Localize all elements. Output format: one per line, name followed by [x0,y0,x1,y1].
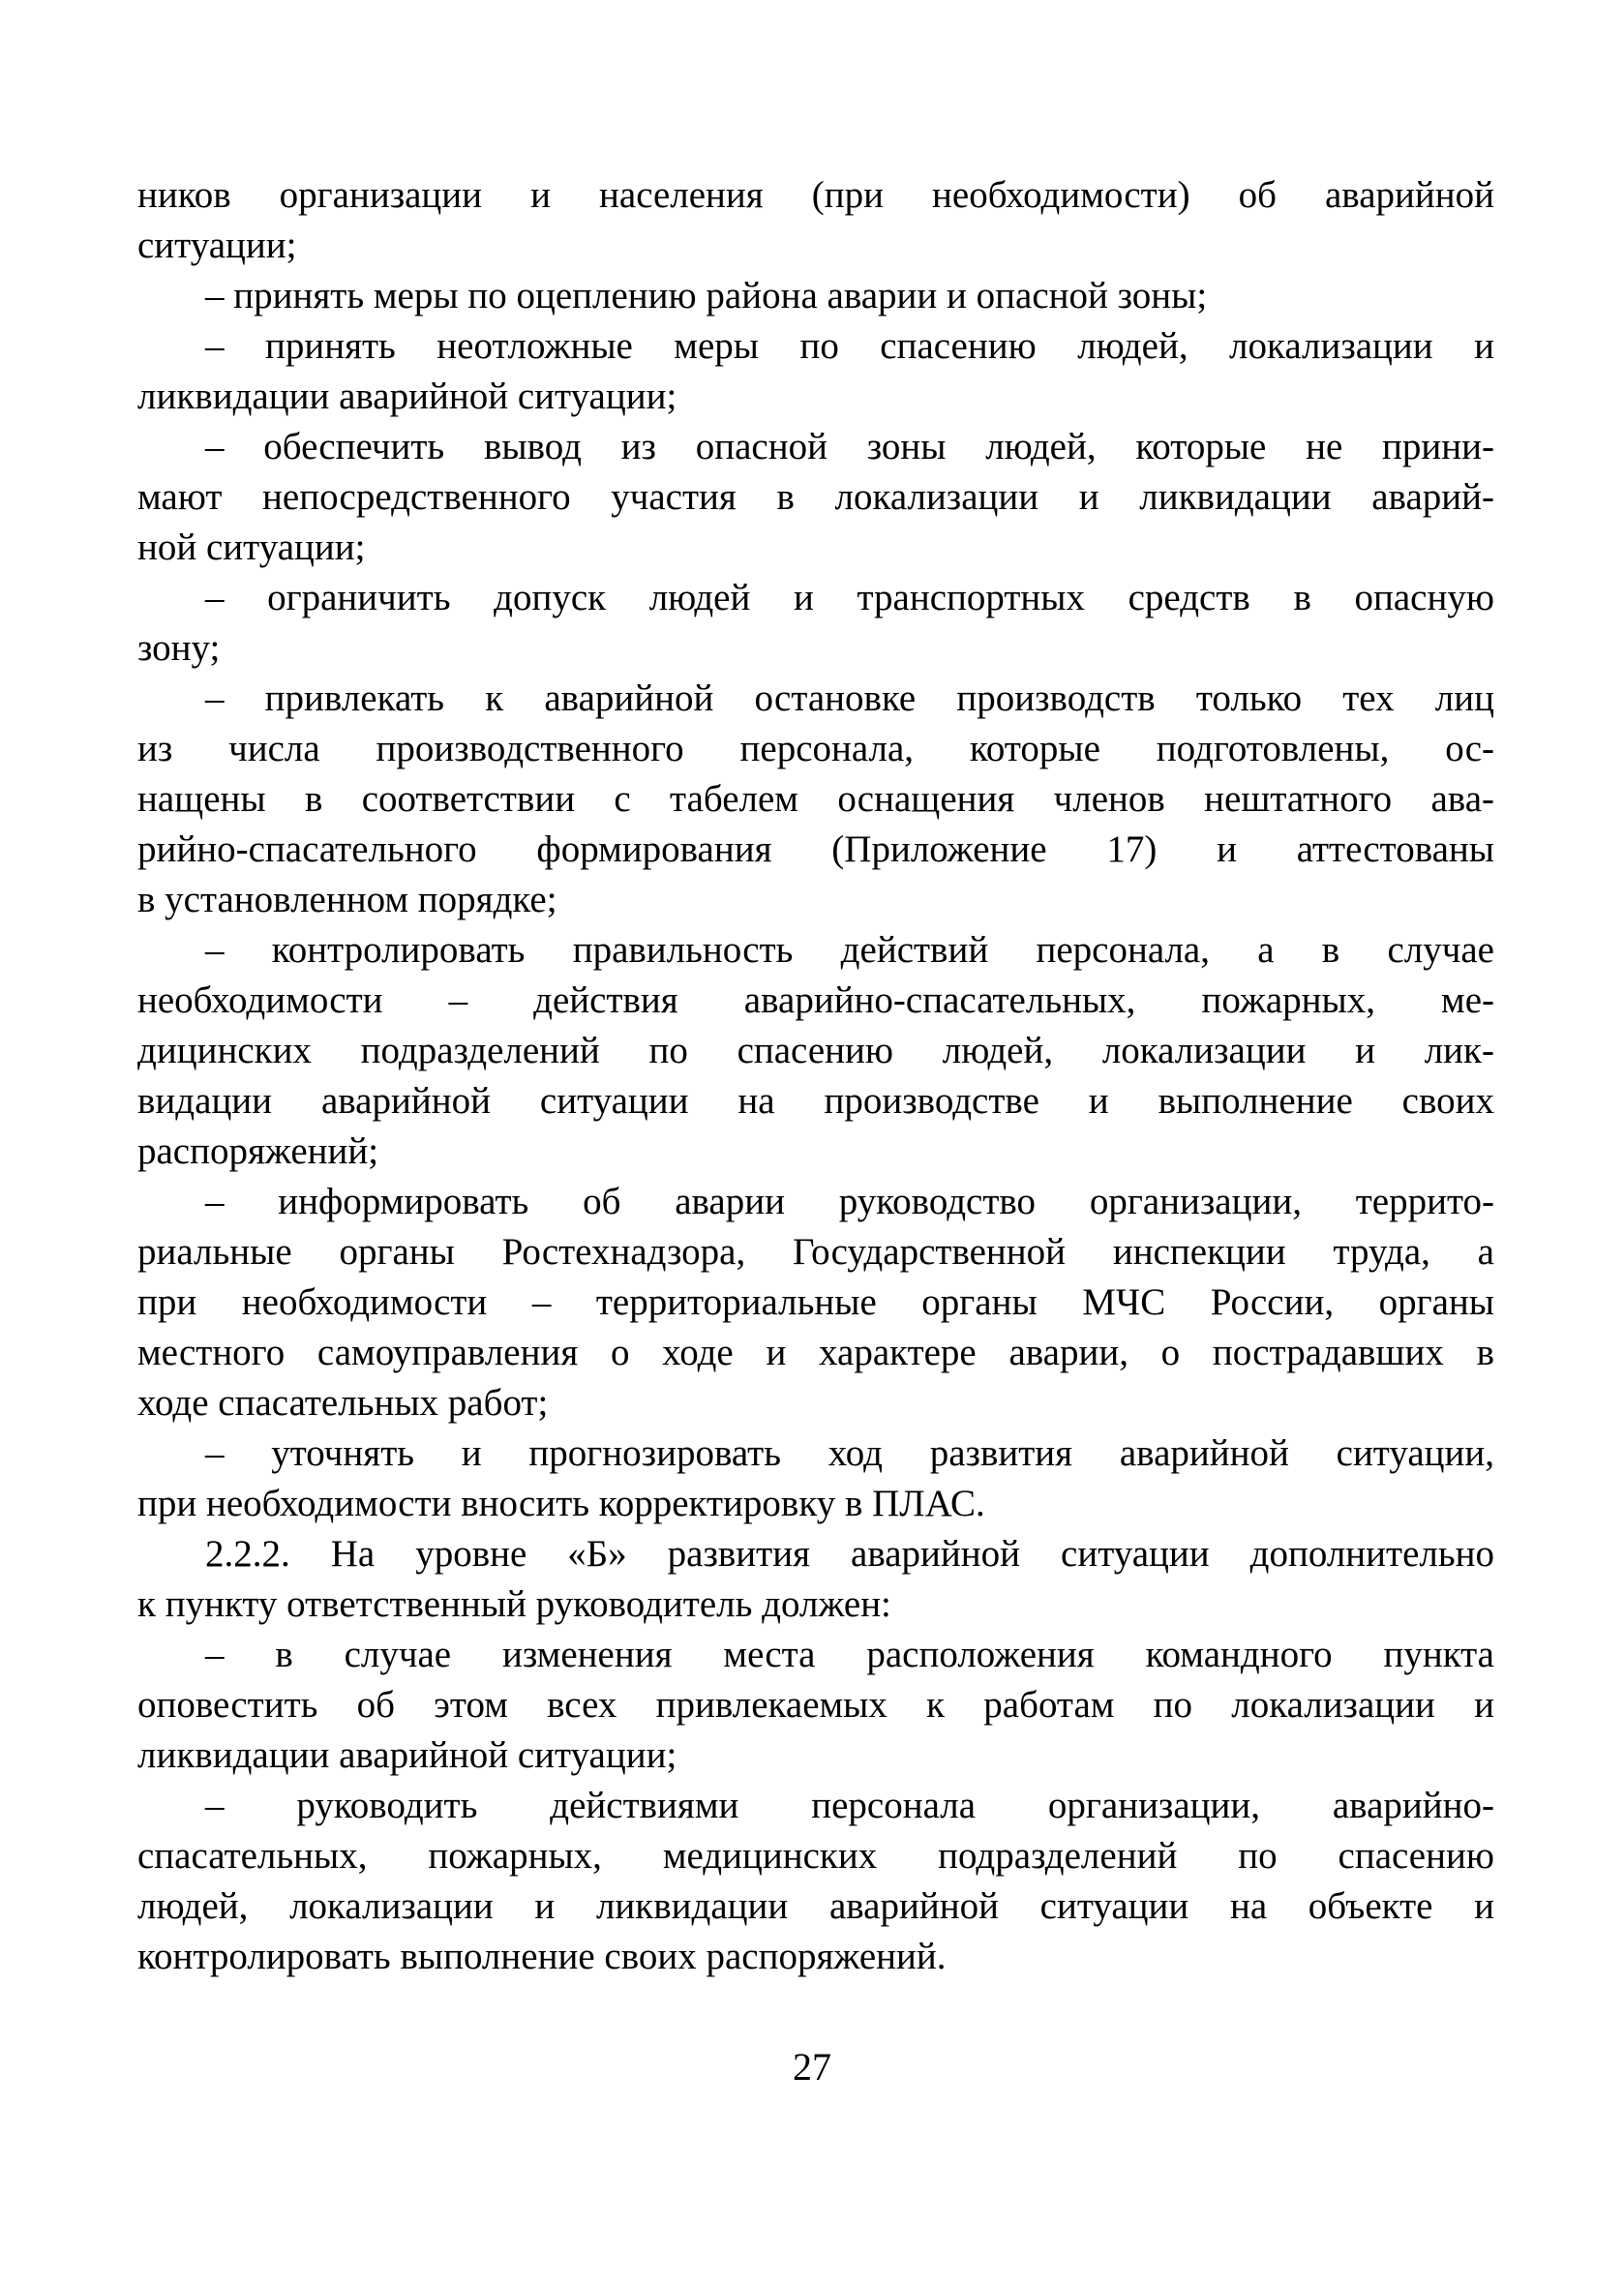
text-line: ходе спасательных работ; [137,1382,549,1424]
text-line: из числа производственного персонала, которые подготовлены, ос- [137,728,1494,769]
text-line: рийно-спасательного формирования (Приложение 17) и аттестованы [137,828,1494,870]
text-line: – контролировать правильность действий персонала, а в случае [205,929,1494,971]
text-line: людей, локализации и ликвидации аварийной ситуации на объекте и [137,1885,1494,1927]
text-line: дицинских подразделений по спасению людей, локализации и лик- [137,1030,1494,1071]
text-line: 2.2.2. На уровне «Б» развития аварийной ситуации дополнительно [205,1533,1494,1575]
text-line: ликвидации аварийной ситуации; [137,1734,677,1776]
text-line: распоряжений; [137,1130,379,1172]
text-line: мают непосредственного участия в локализации и ликвидации аварий- [137,476,1494,518]
text-line: необходимости – действия аварийно-спасательных, пожарных, ме- [137,979,1494,1021]
text-line: риальные органы Ростехнадзора, Государственной инспекции труда, а [137,1231,1494,1273]
text-line: к пункту ответственный руководитель должен: [137,1583,891,1625]
text-line: – принять меры по оцеплению района аварии и опасной зоны; [205,275,1208,316]
text-line: – обеспечить вывод из опасной зоны людей, которые не прини- [205,426,1494,467]
text-line: в установленном порядке; [137,879,557,920]
text-line: ликвидации аварийной ситуации; [137,376,677,417]
text-line: – информировать об аварии руководство организации, террито- [205,1181,1494,1222]
text-line: нащены в соответствии с табелем оснащения членов нештатного ава- [137,778,1494,820]
text-line: – руководить действиями персонала организации, аварийно- [205,1785,1494,1826]
text-line: – в случае изменения места расположения командного пункта [205,1634,1494,1675]
text-line: контролировать выполнение своих распоряжений. [137,1936,947,1977]
text-line: зону; [137,627,221,669]
text-line: – уточнять и прогнозировать ход развития аварийной ситуации, [205,1432,1494,1474]
text-line: при необходимости – территориальные органы МЧС России, органы [137,1281,1494,1323]
text-line: спасательных, пожарных, медицинских подразделений по спасению [137,1835,1494,1877]
text-line: видации аварийной ситуации на производстве и выполнение своих [137,1080,1494,1122]
body-text [137,170,1494,1982]
text-line: – принять неотложные меры по спасению людей, локализации и [205,325,1494,367]
text-line: – ограничить допуск людей и транспортных средств в опасную [205,577,1494,618]
text-line: ситуации; [137,225,297,266]
text-line: при необходимости вносить корректировку в ПЛАС. [137,1483,985,1524]
text-line: ной ситуации; [137,526,366,568]
text-line: – привлекать к аварийной остановке производств только тех лиц [205,677,1494,719]
text-line: местного самоуправления о ходе и характере аварии, о пострадавших в [137,1332,1494,1373]
page-number: 27 [793,2045,831,2089]
text-line: оповестить об этом всех привлекаемых к работам по локализации и [137,1684,1494,1726]
text-line: ников организации и населения (при необходимости) об аварийной [137,174,1494,216]
